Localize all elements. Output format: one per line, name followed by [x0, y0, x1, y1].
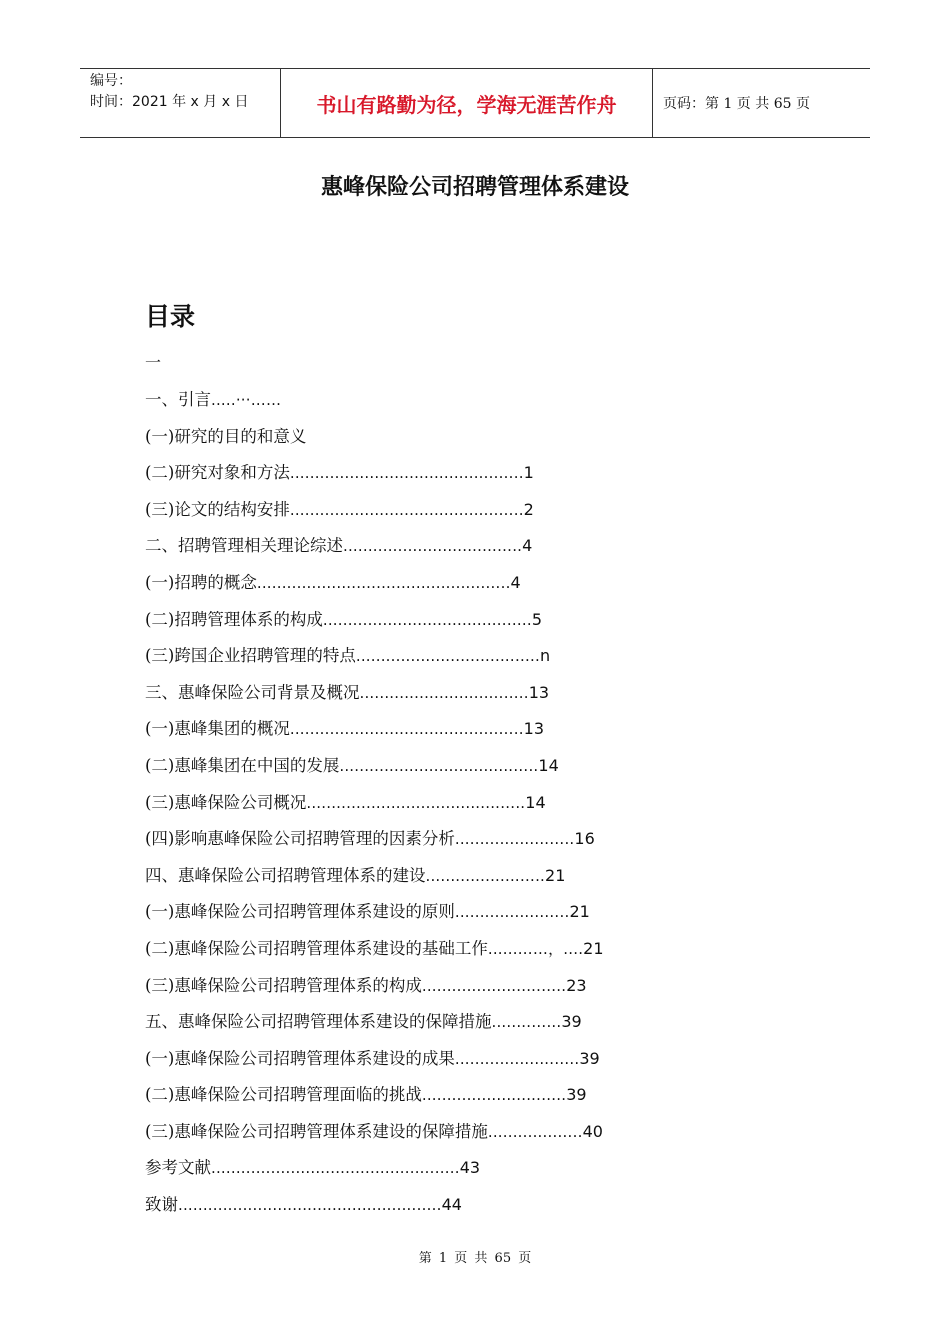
toc-entry-title: (四)影响惠峰保险公司招聘管理的因素分析	[145, 829, 455, 849]
toc-entry	[145, 938, 604, 975]
toc-entry	[145, 1084, 604, 1121]
toc-entry	[145, 975, 604, 1012]
document-title: 惠峰保险公司招聘管理体系建设	[320, 175, 629, 200]
toc-entry	[145, 718, 604, 755]
toc-entry-leader: ........................…..	[421, 976, 567, 995]
toc-entry	[145, 426, 604, 463]
toc-entry-page: 13	[528, 682, 550, 702]
toc-entry-page: 43	[459, 1158, 481, 1178]
toc-entry-page: 1	[523, 463, 534, 483]
toc-entry-leader: .....................................…..	[322, 610, 532, 629]
toc-entry	[145, 645, 604, 682]
toc-entry-title: 致谢	[145, 1195, 178, 1215]
toc-entry-page: 44	[441, 1195, 462, 1215]
toc-entry	[145, 1194, 604, 1231]
toc-entry-page: 14	[525, 792, 546, 812]
toc-dash: 一	[145, 353, 162, 372]
toc-entry-leader: ....................…..	[454, 1049, 580, 1068]
toc-entry-title: (二)招聘管理体系的构成	[145, 609, 323, 629]
toc-entry-title: 五、惠峰保险公司招聘管理体系建设的保障措施	[145, 1012, 492, 1032]
toc-entry-leader: .....···……	[211, 391, 282, 409]
toc-entry-leader: ..............…..	[487, 1122, 583, 1141]
toc-entry-title: (二)研究对象和方法	[145, 463, 290, 483]
toc-entry-leader: ..................…..	[454, 903, 570, 922]
page-header	[80, 68, 870, 138]
toc-entry-title: 三、惠峰保险公司背景及概况	[145, 682, 360, 702]
toc-entry	[145, 462, 604, 499]
header-number-label: 编号：	[90, 73, 132, 89]
toc-entry	[145, 1121, 604, 1158]
toc-entry-page: 4	[510, 572, 521, 592]
header-motto: 书山有路勤为径，学海无涯苦作舟	[281, 69, 653, 137]
toc-entry	[145, 682, 604, 719]
toc-entry	[145, 535, 604, 572]
toc-entry-title: (二)惠峰保险公司招聘管理面临的挑战	[145, 1085, 422, 1105]
header-page-info: 页码：第 1 页 共 65 页	[663, 96, 810, 112]
toc-entry-page: 39	[561, 1012, 582, 1032]
toc-entry-leader: ...................…..	[425, 866, 546, 885]
toc-entry-title: (二)惠峰保险公司招聘管理体系建设的基础工作	[145, 938, 488, 958]
toc-entry-page: 40	[582, 1121, 603, 1141]
toc-entry-title: (三)论文的结构安排	[145, 499, 290, 519]
toc-entry	[145, 609, 604, 646]
toc-entry	[145, 755, 604, 792]
toc-entry-title: (一)惠峰集团的概况	[145, 719, 290, 739]
toc-entry	[145, 865, 604, 902]
toc-entry-title: (三)惠峰保险公司招聘管理体系建设的保障措施	[145, 1121, 488, 1141]
toc-entry-title: (一)惠峰保险公司招聘管理体系建设的原则	[145, 902, 455, 922]
toc-entry-leader: ..............................................…..	[256, 573, 511, 592]
toc-entry-title: (一)研究的目的和意义	[145, 426, 307, 446]
toc-entry-title: (三)跨国企业招聘管理的特点	[145, 646, 356, 666]
page-footer: 第 1 页 共 65 页	[418, 1251, 532, 1266]
toc-entry-page: 23	[566, 975, 587, 995]
toc-entry-leader: ..........................................…..	[289, 464, 524, 483]
toc-entry-leader: ..........................................…..	[289, 500, 524, 519]
toc-entry-page: 21	[569, 902, 590, 922]
toc-entry-page: n	[540, 646, 551, 666]
toc-entry-leader: ........…...	[491, 1013, 562, 1032]
toc-entry	[145, 828, 604, 865]
header-meta	[80, 69, 281, 137]
toc-entry-leader: ...................................…..	[339, 756, 539, 775]
toc-entry-page: 5	[531, 609, 543, 629]
toc-entry	[145, 572, 604, 609]
toc-entry-title: (一)招聘的概念	[145, 572, 257, 592]
toc-entry-page: 2	[523, 499, 534, 519]
toc-entry-leader: .............................................…..	[211, 1159, 460, 1178]
toc-entry-leader: ........................…..	[421, 1086, 567, 1105]
toc-entry-page: 21	[545, 865, 566, 885]
toc-entry	[145, 1157, 604, 1194]
toc-entry-page: 39	[566, 1085, 587, 1105]
toc-entry-leader: ..........................................…..	[289, 720, 524, 739]
toc-entry-page: 21	[583, 938, 604, 958]
toc-entry-leader: ...................…..	[454, 830, 575, 849]
toc-entry-leader: ................................…..	[355, 647, 540, 666]
toc-entry-title: (二)惠峰集团在中国的发展	[145, 755, 340, 775]
toc-entry-title: 参考文献	[145, 1158, 211, 1178]
toc-entry	[145, 1048, 604, 1085]
toc-entry-leader: .............................…..	[359, 683, 529, 702]
toc-entry-title: (三)惠峰保险公司招聘管理体系的构成	[145, 975, 422, 995]
table-of-contents	[145, 389, 604, 1231]
toc-entry-leader: ...............................…..	[343, 537, 523, 556]
toc-entry-page: 14	[538, 755, 559, 775]
header-time-label: 时间：2021 年 x 月 x 日	[90, 94, 249, 110]
toc-entry	[145, 1011, 604, 1048]
toc-entry	[145, 389, 604, 426]
toc-entry-leader: ................................................…..	[178, 1196, 442, 1215]
toc-entry-title: 一、引言	[145, 390, 211, 409]
toc-entry-page: 39	[579, 1048, 600, 1068]
toc-entry	[145, 792, 604, 829]
toc-entry	[145, 901, 604, 938]
toc-entry-title: 四、惠峰保险公司招聘管理体系的建设	[145, 865, 426, 885]
toc-heading: 目录	[145, 302, 196, 331]
toc-entry-page: 13	[523, 719, 545, 739]
toc-entry-title: (三)惠峰保险公司概况	[145, 792, 307, 812]
toc-entry-leader: .......................................…..	[306, 793, 526, 812]
toc-entry-page: 4	[522, 536, 533, 556]
toc-entry-page: 16	[574, 829, 595, 849]
toc-entry	[145, 499, 604, 536]
toc-entry-leader: ......……，....	[487, 939, 584, 958]
toc-entry-title: (一)惠峰保险公司招聘管理体系建设的成果	[145, 1048, 455, 1068]
toc-entry-title: 二、招聘管理相关理论综述	[145, 536, 343, 556]
